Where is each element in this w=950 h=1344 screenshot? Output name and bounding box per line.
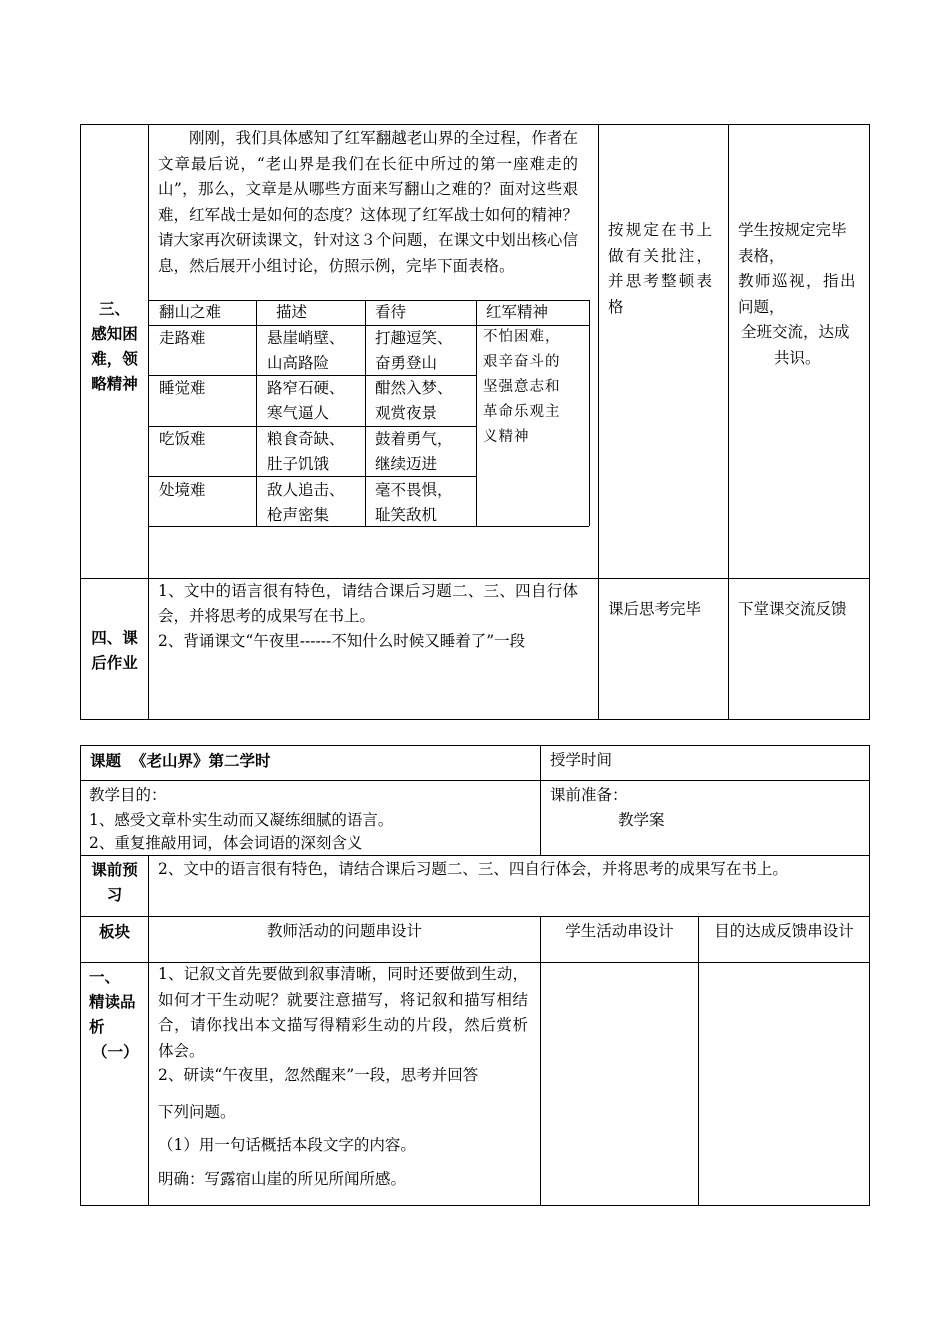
prep-value: 教学案 <box>618 811 665 829</box>
attitude-cell: 耻笑敌机 <box>375 506 438 524</box>
difficulty-cell: 吃饭难 <box>159 430 206 448</box>
topic-value: 《老山界》第二学时 <box>131 751 271 770</box>
header-difficulty: 翻山之难 <box>159 303 222 321</box>
answer-1: 明确：写露宿山崖的所见所闻所感。 <box>158 1170 407 1188</box>
preview-label: 课前预 习 <box>91 860 138 904</box>
objectives-title: 教学目的： <box>89 786 167 804</box>
attitude-cell: 打趣逗笑、 <box>375 329 453 347</box>
section-label-1: 一、 精读品 析 （一） <box>89 967 139 1061</box>
header-attitude: 看待 <box>375 303 407 321</box>
topic-label: 课题 <box>90 751 122 770</box>
feedback-cell: 下堂课交流反馈 <box>738 600 847 618</box>
reading-question-1: 1、记叙文首先要做到叙事清晰，同时还要做到生动，如何才干生动呢？就要注意描写，将记叙和描写相结合，请你找出本文描写得精彩生动的片段，然后赏析体会。 <box>158 965 528 1060</box>
header-student: 学生活动串设计 <box>565 922 674 940</box>
header-spirit: 红军精神 <box>486 303 549 321</box>
description-cell: 寒气逼人 <box>267 404 330 422</box>
description-cell: 枪声密集 <box>267 506 330 524</box>
reading-question-2: 2、研读“午夜里，忽然醒来”一段，思考并回答 <box>158 1066 479 1084</box>
header-description: 描述 <box>276 303 308 321</box>
difficulty-cell: 处境难 <box>159 481 206 499</box>
objective-item: 1、感受文章朴实生动而又凝练细腻的语言。 <box>89 811 394 829</box>
student-activity-cell: 课后思考完毕 <box>608 600 702 618</box>
objective-item: 2、重复推敲用词，体会词语的深刻含义 <box>89 834 363 852</box>
difficulty-cell: 走路难 <box>159 329 206 347</box>
attitude-cell: 继续迈进 <box>375 455 438 473</box>
teaching-time-label: 授学时间 <box>550 751 613 769</box>
prep-label: 课前准备： <box>550 786 628 804</box>
attitude-cell: 奋勇登山 <box>375 354 438 372</box>
description-cell: 粮食奇缺、 <box>267 430 345 448</box>
attitude-cell: 鼓着勇气， <box>375 430 453 448</box>
reading-question-2-cont: 下列问题。 <box>158 1103 236 1121</box>
description-cell: 肚子饥饿 <box>267 455 330 473</box>
header-block: 板块 <box>98 922 130 941</box>
preview-text: 2、文中的语言很有特色，请结合课后习题二、三、四自行体会，并将思考的成果写在书上。 <box>158 860 788 878</box>
description-cell: 敌人追击、 <box>267 481 345 499</box>
spirit-cell: 不怕困难， 艰辛奋斗的 坚强意志和 革命乐观主 义精神 <box>483 329 561 445</box>
homework-item-1: 1、文中的语言很有特色，请结合课后习题二、三、四自行体会，并将思考的成果写在书上。 <box>158 582 578 625</box>
description-cell: 悬崖峭壁、 <box>267 329 345 347</box>
attitude-cell: 观赏夜景 <box>375 404 438 422</box>
homework-item-2: 2、背诵课文“午夜里------不知什么时候又睡着了”一段 <box>158 632 526 650</box>
description-cell: 山高路险 <box>267 354 330 372</box>
difficulty-cell: 睡觉难 <box>159 379 206 397</box>
description-cell: 路窄石硬、 <box>267 379 345 397</box>
header-teacher: 教师活动的问题串设计 <box>266 922 422 940</box>
sub-question-1: （1）用一句话概括本段文字的内容。 <box>158 1136 416 1154</box>
intro-paragraph: 刚刚，我们具体感知了红军翻越老山界的全过程，作者在文章最后说，“老山界是我们在长征中所过的第一座难走的山”，那么，文章是从哪些方面来写翻山之难的？面对这些艰难，红军战士是如何的态度？这体现了红军战士如何的精神？请大家再次研读课文，针对这３个问题，在课文中划出核心信息，然后展开小组讨论，仿照示例，完毕下面表格。 <box>158 129 578 275</box>
feedback-cell: 学生按规定完毕 表格， 教师巡视，指出 问题， 全班交流，达成 共识。 <box>738 221 858 367</box>
attitude-cell: 毫不畏惧， <box>375 481 453 499</box>
attitude-cell: 酣然入梦、 <box>375 379 453 397</box>
section-label-4: 四、课 后作业 <box>91 628 138 672</box>
student-activity-cell: 按规定在书上 做有关批注， 并思考整顿表 格 <box>608 221 715 316</box>
section-label-3: 三、 感知困 难，领 略精神 <box>91 299 138 393</box>
header-feedback: 目的达成反馈串设计 <box>714 922 854 940</box>
